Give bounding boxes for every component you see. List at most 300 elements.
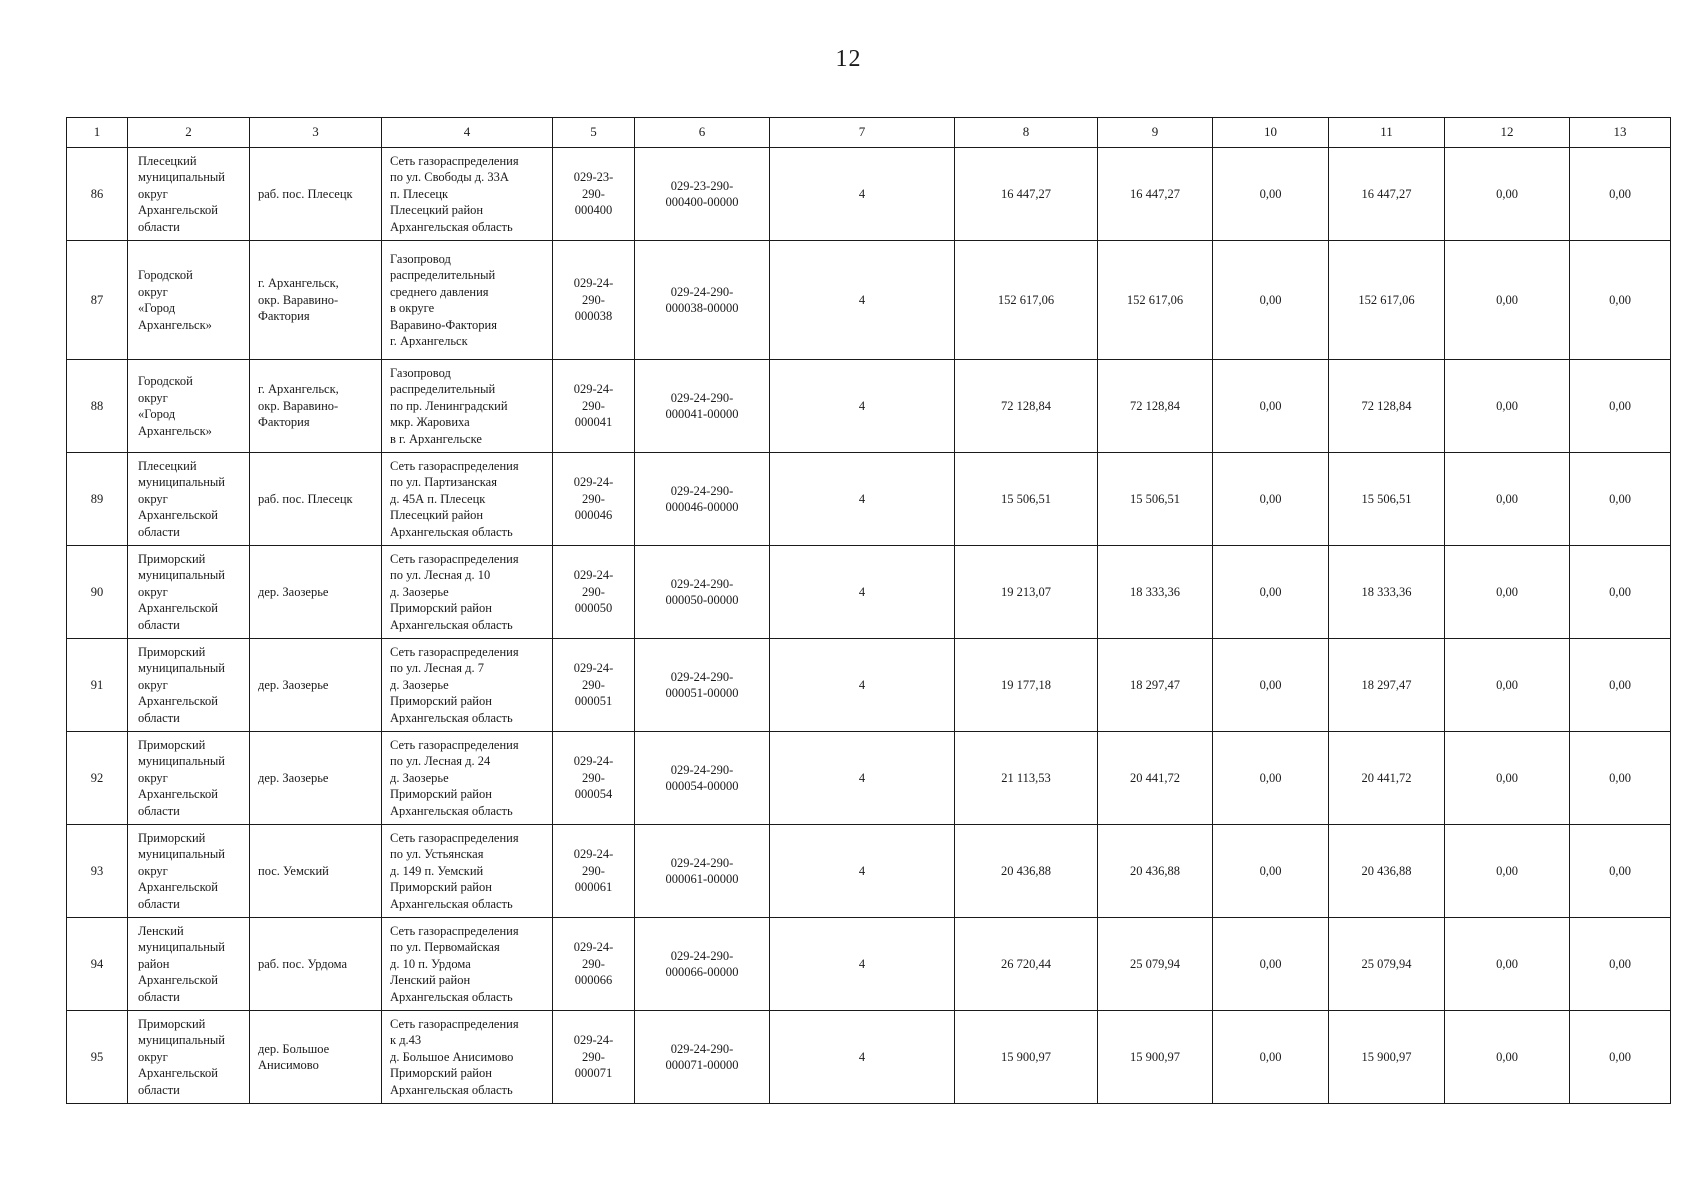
value-cell-c8: 19 177,18: [955, 639, 1098, 732]
cell-line: 000054: [574, 787, 613, 802]
value-cell-c9: 72 128,84: [1098, 360, 1213, 453]
object-code-full-cell: [635, 241, 770, 360]
value-cell-c7: 4: [770, 732, 955, 825]
header-cell-7: 7: [770, 118, 955, 148]
cell-line: 029-24-290-: [670, 669, 734, 684]
locality-cell: [250, 360, 382, 453]
cell-line: мкр. Жаровиха: [390, 415, 470, 430]
object-code-short-cell: [553, 918, 635, 1011]
cell-line: 029-24-290-: [670, 762, 734, 777]
value-cell-c10: 0,00: [1213, 639, 1329, 732]
cell-line: области: [138, 1082, 180, 1097]
cell-line: муниципальный: [138, 661, 225, 676]
cell-line: район: [138, 956, 170, 971]
locality-cell: [250, 1011, 382, 1104]
object-name-cell: [382, 241, 553, 360]
cell-line: Архангельская область: [390, 710, 513, 725]
value-cell-c7: 4: [770, 148, 955, 241]
municipality-cell: [128, 1011, 250, 1104]
cell-line: Архангельской: [138, 508, 218, 523]
value-cell-c13: 0,00: [1570, 825, 1671, 918]
locality-cell: [250, 241, 382, 360]
value-cell-c13: 0,00: [1570, 918, 1671, 1011]
cell-line: Ленский район: [390, 973, 471, 988]
cell-line: 000071: [574, 1066, 613, 1081]
cell-line: округ: [138, 770, 168, 785]
locality-cell: [250, 453, 382, 546]
value-cell-c12: 0,00: [1445, 453, 1570, 546]
cell-line: Сеть газораспределения: [390, 458, 519, 473]
cell-line: муниципальный: [138, 754, 225, 769]
cell-line: к д.43: [390, 1033, 422, 1048]
value-cell-c7: 4: [770, 453, 955, 546]
cell-line: области: [138, 710, 180, 725]
cell-line: Газопровод: [390, 251, 451, 266]
row-number-cell: 92: [67, 732, 128, 825]
value-cell-c10: 0,00: [1213, 732, 1329, 825]
locality-cell: [250, 732, 382, 825]
cell-line: 000041: [574, 415, 613, 430]
cell-line: раб. пос. Урдома: [258, 956, 348, 971]
object-code-full-cell: [635, 546, 770, 639]
cell-line: д. Заозерье: [390, 770, 449, 785]
object-code-full-cell: [635, 918, 770, 1011]
cell-line: 290-: [582, 398, 605, 413]
cell-line: окр. Варавино-: [258, 398, 339, 413]
locality-cell: [250, 639, 382, 732]
table-row: [67, 453, 1671, 546]
cell-line: распределительный: [390, 382, 496, 397]
header-cell-13: 13: [1570, 118, 1671, 148]
value-cell-c8: 16 447,27: [955, 148, 1098, 241]
cell-line: 029-24-: [573, 475, 614, 490]
cell-line: в округе: [390, 301, 435, 315]
cell-line: Сеть газораспределения: [390, 737, 519, 752]
cell-line: Архангельская область: [390, 617, 513, 632]
cell-line: Сеть газораспределения: [390, 1016, 519, 1031]
object-code-full-cell: [635, 360, 770, 453]
header-row: [67, 118, 1671, 148]
value-cell-c8: 152 617,06: [955, 241, 1098, 360]
cell-line: муниципальный: [138, 847, 225, 862]
cell-line: области: [138, 617, 180, 632]
cell-line: области: [138, 803, 180, 818]
cell-line: 029-23-290-: [670, 178, 734, 193]
table-row: [67, 148, 1671, 241]
cell-line: по ул. Партизанская: [390, 475, 497, 490]
cell-line: дер. Заозерье: [258, 677, 329, 692]
object-code-full-cell: [635, 732, 770, 825]
value-cell-c12: 0,00: [1445, 825, 1570, 918]
object-name-cell: [382, 825, 553, 918]
cell-line: 029-24-: [573, 661, 614, 676]
cell-line: 029-24-: [573, 754, 614, 769]
cell-line: Сеть газораспределения: [390, 153, 519, 168]
cell-line: Архангельск»: [138, 423, 212, 438]
table-row: [67, 360, 1671, 453]
object-name-cell: [382, 360, 553, 453]
cell-line: Приморский: [138, 1016, 206, 1031]
cell-line: Плесецкий: [138, 458, 197, 473]
object-code-full-cell: [635, 1011, 770, 1104]
cell-line: среднего давления: [390, 284, 489, 299]
object-name-cell: [382, 639, 553, 732]
cell-line: Газопровод: [390, 365, 451, 380]
cell-line: «Город: [138, 407, 176, 421]
locality-cell: [250, 918, 382, 1011]
header-cell-11: 11: [1329, 118, 1445, 148]
object-code-short-cell: [553, 546, 635, 639]
locality-cell: [250, 546, 382, 639]
cell-line: по ул. Лесная д. 10: [390, 568, 491, 583]
object-code-short-cell: [553, 453, 635, 546]
cell-line: Приморский район: [390, 880, 492, 895]
cell-line: пос. Уемский: [258, 863, 329, 878]
value-cell-c11: 16 447,27: [1329, 148, 1445, 241]
cell-line: округ: [138, 584, 168, 599]
cell-line: округ: [138, 677, 168, 692]
value-cell-c11: 72 128,84: [1329, 360, 1445, 453]
cell-line: муниципальный: [138, 170, 225, 185]
cell-line: 000061-00000: [665, 872, 739, 886]
cell-line: Архангельская область: [390, 989, 513, 1004]
cell-line: Архангельской: [138, 787, 218, 802]
cell-line: д. Большое Анисимово: [390, 1049, 514, 1064]
municipality-cell: [128, 732, 250, 825]
cell-line: Приморский район: [390, 694, 492, 709]
header-cell-8: 8: [955, 118, 1098, 148]
value-cell-c11: 25 079,94: [1329, 918, 1445, 1011]
cell-line: Сеть газораспределения: [390, 644, 519, 659]
cell-line: Архангельской: [138, 973, 218, 988]
object-code-full-cell: [635, 148, 770, 241]
cell-line: г. Архангельск,: [258, 382, 339, 397]
cell-line: 290-: [582, 292, 605, 307]
cell-line: Архангельская область: [390, 219, 513, 234]
cell-line: дер. Заозерье: [258, 584, 329, 599]
cell-line: Приморский: [138, 737, 206, 752]
cell-line: по ул. Лесная д. 24: [390, 754, 491, 769]
cell-line: Приморский район: [390, 787, 492, 802]
cell-line: по ул. Лесная д. 7: [390, 661, 485, 676]
value-cell-c7: 4: [770, 1011, 955, 1104]
value-cell-c9: 18 297,47: [1098, 639, 1213, 732]
row-number-cell: 87: [67, 241, 128, 360]
cell-line: 029-24-: [573, 568, 614, 583]
value-cell-c8: 21 113,53: [955, 732, 1098, 825]
cell-line: муниципальный: [138, 1033, 225, 1048]
cell-line: округ: [138, 1049, 168, 1064]
municipality-cell: [128, 546, 250, 639]
cell-line: 000061: [574, 880, 613, 895]
value-cell-c8: 20 436,88: [955, 825, 1098, 918]
municipality-cell: [128, 825, 250, 918]
cell-line: области: [138, 219, 180, 234]
cell-line: Архангельск»: [138, 317, 212, 332]
cell-line: 290-: [582, 863, 605, 878]
cell-line: Сеть газораспределения: [390, 551, 519, 566]
value-cell-c13: 0,00: [1570, 148, 1671, 241]
row-number-cell: 90: [67, 546, 128, 639]
row-number-cell: 88: [67, 360, 128, 453]
value-cell-c12: 0,00: [1445, 148, 1570, 241]
value-cell-c7: 4: [770, 825, 955, 918]
cell-line: Фактория: [258, 415, 310, 430]
cell-line: 029-24-290-: [670, 1041, 734, 1056]
cell-line: Приморский район: [390, 1066, 492, 1081]
table-row: [67, 732, 1671, 825]
cell-line: области: [138, 524, 180, 539]
cell-line: 290-: [582, 491, 605, 506]
cell-line: 000046-00000: [665, 500, 739, 514]
table-body: [67, 148, 1671, 1104]
cell-line: 290-: [582, 956, 605, 971]
cell-line: д. Заозерье: [390, 584, 449, 599]
value-cell-c11: 20 436,88: [1329, 825, 1445, 918]
cell-line: области: [138, 989, 180, 1004]
cell-line: 029-24-: [573, 276, 614, 291]
locality-cell: [250, 148, 382, 241]
cell-line: Архангельская область: [390, 803, 513, 818]
cell-line: дер. Большое: [258, 1041, 330, 1056]
cell-line: 000041-00000: [665, 407, 739, 421]
cell-line: 000050: [574, 601, 613, 616]
value-cell-c13: 0,00: [1570, 1011, 1671, 1104]
value-cell-c12: 0,00: [1445, 360, 1570, 453]
cell-line: 290-: [582, 186, 605, 201]
object-name-cell: [382, 732, 553, 825]
cell-line: 290-: [582, 584, 605, 599]
cell-line: Приморский: [138, 644, 206, 659]
header-cell-1: 1: [67, 118, 128, 148]
cell-line: Архангельской: [138, 1066, 218, 1081]
object-name-cell: [382, 453, 553, 546]
value-cell-c11: 15 506,51: [1329, 453, 1445, 546]
value-cell-c7: 4: [770, 546, 955, 639]
locality-cell: [250, 825, 382, 918]
cell-line: 000066: [574, 973, 613, 988]
object-name-cell: [382, 148, 553, 241]
cell-line: раб. пос. Плесецк: [258, 491, 353, 506]
cell-line: д. 149 п. Уемский: [390, 863, 484, 878]
value-cell-c8: 15 506,51: [955, 453, 1098, 546]
object-code-short-cell: [553, 639, 635, 732]
value-cell-c12: 0,00: [1445, 732, 1570, 825]
cell-line: 029-24-: [573, 382, 614, 397]
table-row: [67, 1011, 1671, 1104]
value-cell-c10: 0,00: [1213, 453, 1329, 546]
header-cell-9: 9: [1098, 118, 1213, 148]
header-cell-3: 3: [250, 118, 382, 148]
value-cell-c12: 0,00: [1445, 1011, 1570, 1104]
value-cell-c9: 152 617,06: [1098, 241, 1213, 360]
object-name-cell: [382, 546, 553, 639]
header-cell-10: 10: [1213, 118, 1329, 148]
row-number-cell: 91: [67, 639, 128, 732]
cell-line: д. 45А п. Плесецк: [390, 491, 486, 506]
value-cell-c9: 20 441,72: [1098, 732, 1213, 825]
object-code-short-cell: [553, 732, 635, 825]
table-row: [67, 546, 1671, 639]
cell-line: по ул. Свободы д. 33А: [390, 170, 509, 185]
header-cell-4: 4: [382, 118, 553, 148]
cell-line: Архангельской: [138, 203, 218, 218]
municipality-cell: [128, 639, 250, 732]
value-cell-c10: 0,00: [1213, 825, 1329, 918]
cell-line: 029-24-: [573, 847, 614, 862]
cell-line: окр. Варавино-: [258, 292, 339, 307]
cell-line: 290-: [582, 677, 605, 692]
cell-line: 000050-00000: [665, 593, 739, 607]
cell-line: округ: [138, 390, 168, 405]
cell-line: области: [138, 896, 180, 911]
row-number-cell: 86: [67, 148, 128, 241]
header-cell-6: 6: [635, 118, 770, 148]
municipality-cell: [128, 453, 250, 546]
cell-line: 029-24-290-: [670, 576, 734, 591]
value-cell-c12: 0,00: [1445, 241, 1570, 360]
value-cell-c9: 16 447,27: [1098, 148, 1213, 241]
cell-line: 029-23-: [573, 170, 614, 185]
value-cell-c7: 4: [770, 918, 955, 1011]
cell-line: 029-24-290-: [670, 483, 734, 498]
cell-line: Архангельской: [138, 694, 218, 709]
cell-line: муниципальный: [138, 568, 225, 583]
header-cell-2: 2: [128, 118, 250, 148]
object-code-short-cell: [553, 148, 635, 241]
value-cell-c12: 0,00: [1445, 639, 1570, 732]
table-row: [67, 825, 1671, 918]
value-cell-c12: 0,00: [1445, 918, 1570, 1011]
value-cell-c11: 20 441,72: [1329, 732, 1445, 825]
cell-line: Городской: [138, 268, 193, 282]
row-number-cell: 89: [67, 453, 128, 546]
cell-line: Плесецкий: [138, 153, 197, 168]
value-cell-c11: 152 617,06: [1329, 241, 1445, 360]
cell-line: 290-: [582, 770, 605, 785]
value-cell-c10: 0,00: [1213, 546, 1329, 639]
value-cell-c10: 0,00: [1213, 360, 1329, 453]
cell-line: Архангельской: [138, 880, 218, 895]
value-cell-c9: 25 079,94: [1098, 918, 1213, 1011]
cell-line: «Город: [138, 301, 176, 315]
cell-line: Сеть газораспределения: [390, 923, 519, 938]
header-cell-12: 12: [1445, 118, 1570, 148]
cell-line: 000051: [574, 694, 613, 709]
value-cell-c9: 20 436,88: [1098, 825, 1213, 918]
object-code-short-cell: [553, 1011, 635, 1104]
cell-line: Архангельская область: [390, 524, 513, 539]
cell-line: 029-24-290-: [670, 855, 734, 870]
value-cell-c13: 0,00: [1570, 546, 1671, 639]
cell-line: округ: [138, 863, 168, 878]
value-cell-c12: 0,00: [1445, 546, 1570, 639]
cell-line: Ленский: [138, 923, 184, 938]
municipality-cell: [128, 360, 250, 453]
cell-line: 000054-00000: [665, 779, 739, 793]
cell-line: г. Архангельск: [390, 334, 468, 348]
municipality-cell: [128, 241, 250, 360]
value-cell-c10: 0,00: [1213, 241, 1329, 360]
cell-line: 000046: [574, 508, 613, 523]
value-cell-c7: 4: [770, 639, 955, 732]
cell-line: 000400-00000: [665, 195, 739, 209]
cell-line: 029-24-: [573, 1033, 614, 1048]
object-code-full-cell: [635, 639, 770, 732]
value-cell-c9: 15 506,51: [1098, 453, 1213, 546]
cell-line: Приморский: [138, 830, 206, 845]
cell-line: округ: [138, 284, 168, 299]
value-cell-c8: 26 720,44: [955, 918, 1098, 1011]
value-cell-c9: 15 900,97: [1098, 1011, 1213, 1104]
row-number-cell: 94: [67, 918, 128, 1011]
cell-line: Архангельская область: [390, 1082, 513, 1097]
municipality-cell: [128, 148, 250, 241]
cell-line: дер. Заозерье: [258, 770, 329, 785]
value-cell-c8: 72 128,84: [955, 360, 1098, 453]
value-cell-c7: 4: [770, 241, 955, 360]
object-name-cell: [382, 918, 553, 1011]
page-number: 12: [835, 46, 862, 72]
cell-line: Архангельская область: [390, 896, 513, 911]
object-code-full-cell: [635, 825, 770, 918]
object-name-cell: [382, 1011, 553, 1104]
value-cell-c13: 0,00: [1570, 732, 1671, 825]
cell-line: г. Архангельск,: [258, 276, 339, 291]
cell-line: по пр. Ленинградский: [390, 398, 508, 413]
cell-line: по ул. Первомайская: [390, 940, 500, 955]
cell-line: Сеть газораспределения: [390, 830, 519, 845]
cell-line: распределительный: [390, 268, 496, 282]
table-row: [67, 241, 1671, 360]
cell-line: Архангельской: [138, 601, 218, 616]
cell-line: Плесецкий район: [390, 508, 484, 523]
municipality-cell: [128, 918, 250, 1011]
value-cell-c13: 0,00: [1570, 360, 1671, 453]
cell-line: раб. пос. Плесецк: [258, 186, 353, 201]
object-code-short-cell: [553, 241, 635, 360]
cell-line: округ: [138, 186, 168, 201]
table-row: [67, 639, 1671, 732]
cell-line: муниципальный: [138, 940, 225, 955]
cell-line: 000071-00000: [665, 1058, 739, 1072]
value-cell-c11: 18 333,36: [1329, 546, 1445, 639]
cell-line: в г. Архангельске: [390, 431, 482, 446]
cell-line: 000051-00000: [665, 686, 739, 700]
object-code-full-cell: [635, 453, 770, 546]
value-cell-c8: 19 213,07: [955, 546, 1098, 639]
cell-line: д. Заозерье: [390, 677, 449, 692]
cell-line: 029-24-290-: [670, 390, 734, 405]
cell-line: Приморский район: [390, 601, 492, 616]
value-cell-c11: 18 297,47: [1329, 639, 1445, 732]
table-row: [67, 918, 1671, 1011]
value-cell-c10: 0,00: [1213, 148, 1329, 241]
cell-line: 000400: [574, 203, 613, 218]
value-cell-c11: 15 900,97: [1329, 1011, 1445, 1104]
cell-line: Приморский: [138, 551, 206, 566]
cell-line: 000038: [574, 309, 613, 324]
cell-line: 290-: [582, 1049, 605, 1064]
value-cell-c8: 15 900,97: [955, 1011, 1098, 1104]
value-cell-c13: 0,00: [1570, 639, 1671, 732]
cell-line: округ: [138, 491, 168, 506]
value-cell-c10: 0,00: [1213, 1011, 1329, 1104]
cell-line: 000038-00000: [665, 301, 739, 315]
value-cell-c7: 4: [770, 360, 955, 453]
cell-line: 029-24-290-: [670, 948, 734, 963]
object-code-short-cell: [553, 825, 635, 918]
